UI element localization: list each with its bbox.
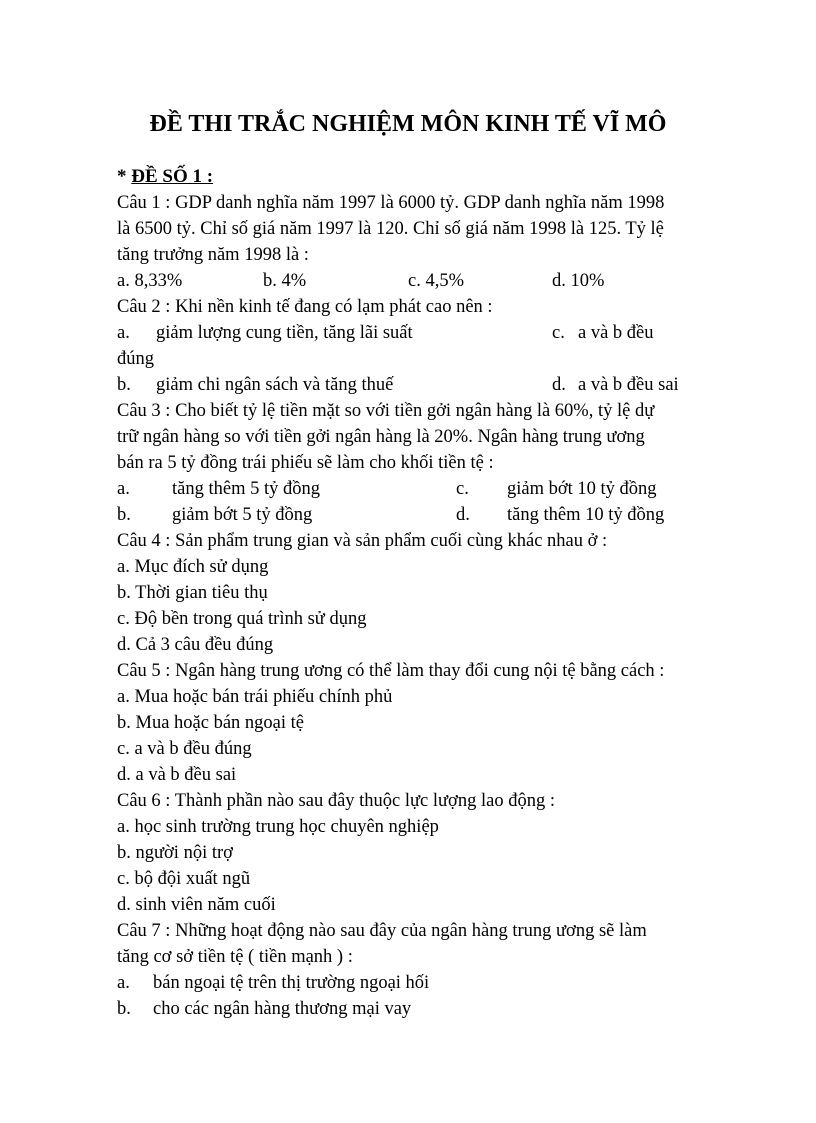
question-3-line-2: trữ ngân hàng so với tiền gởi ngân hàng là 20%. Ngân hàng trung ương [117,427,645,447]
question-1-line-3: tăng trưởng năm 1998 là : [117,245,309,265]
question-1-line-1: Câu 1 : GDP danh nghĩa năm 1997 là 6000 tỷ. GDP danh nghĩa năm 1998 [117,193,665,213]
question-3-line-1: Câu 3 : Cho biết tỷ lệ tiền mặt so với tiền gởi ngân hàng là 60%, tỷ lệ dự [117,401,655,421]
question-5-option-c: c. a và b đều đúng [117,739,252,759]
question-6-option-a: a. học sinh trường trung học chuyên nghiệp [117,817,439,837]
question-5-option-a: a. Mua hoặc bán trái phiếu chính phủ [117,687,393,707]
question-1-option-d: d. 10% [552,271,605,291]
question-1-line-2: là 6500 tỷ. Chỉ số giá năm 1997 là 120. Chỉ số giá năm 1998 là 125. Tỷ lệ [117,219,664,239]
question-7-option-a-marker: a. [117,973,130,993]
question-7-option-b: cho các ngân hàng thương mại vay [153,999,412,1019]
question-2-option-c: a và b đều [578,323,654,343]
question-2-options-row-2 [117,372,707,398]
question-5-option-d: d. a và b đều sai [117,765,237,785]
question-7-option-b-row [117,996,707,1022]
question-7-option-b-marker: b. [117,999,131,1019]
question-5-option-b: b. Mua hoặc bán ngoại tệ [117,713,304,733]
question-2-options-row-1 [117,320,707,346]
question-4-option-d: d. Cả 3 câu đều đúng [117,635,274,655]
question-6-option-c: c. bộ đội xuất ngũ [117,869,251,889]
question-7-line-2: tăng cơ sở tiền tệ ( tiền mạnh ) : [117,947,353,967]
question-6-text: Câu 6 : Thành phần nào sau đây thuộc lực lượng lao động : [117,791,555,811]
question-2-option-a: giảm lượng cung tiền, tăng lãi suất [156,323,413,343]
question-3-option-a: tăng thêm 5 tỷ đồng [172,479,320,499]
question-3-option-c: giảm bớt 10 tỷ đồng [507,479,657,499]
question-6-option-d: d. sinh viên năm cuối [117,895,276,915]
question-2-option-a-marker: a. [117,323,130,343]
question-4-option-a: a. Mục đích sử dụng [117,557,269,577]
question-7-option-a: bán ngoại tệ trên thị trường ngoại hối [153,973,430,993]
question-list [117,190,707,1022]
question-3-option-d: tăng thêm 10 tỷ đồng [507,505,665,525]
question-3-options-row-1 [117,476,707,502]
question-3-option-b-marker: b. [117,505,131,525]
question-2-option-d-marker: d. [552,375,566,395]
question-6-option-b: b. người nội trợ [117,843,233,863]
question-4-option-b: b. Thời gian tiêu thụ [117,583,268,603]
question-3-option-a-marker: a. [117,479,130,499]
question-2-option-b-marker: b. [117,375,131,395]
question-2-text: Câu 2 : Khi nền kinh tế đang có lạm phát cao nên : [117,297,493,317]
question-1-option-b: b. 4% [263,271,307,291]
question-3-option-d-marker: d. [456,505,470,525]
question-1-option-c: c. 4,5% [408,271,464,291]
question-7-option-a-row [117,970,707,996]
question-2-option-d: a và b đều sai [578,375,679,395]
exam-number-heading [117,165,213,189]
exam-label: ĐỀ SỐ 1 : [131,166,214,187]
question-3-option-b: giảm bớt 5 tỷ đồng [172,505,313,525]
question-5-text: Câu 5 : Ngân hàng trung ương có thể làm thay đổi cung nội tệ bằng cách : [117,661,665,681]
question-1-options [117,268,707,294]
question-2-option-c-marker: c. [552,323,565,343]
question-3-line-3: bán ra 5 tỷ đồng trái phiếu sẽ làm cho khối tiền tệ : [117,453,494,473]
question-4-option-c: c. Độ bền trong quá trình sử dụng [117,609,367,629]
question-1-option-a: a. 8,33% [117,271,183,291]
question-3-option-c-marker: c. [456,479,469,499]
document-title: ĐỀ THI TRẮC NGHIỆM MÔN KINH TẾ VĨ MÔ [149,111,667,137]
question-2-option-c-continued: đúng [117,349,154,369]
question-2-option-b: giảm chi ngân sách và tăng thuế [156,375,394,395]
question-7-line-1: Câu 7 : Những hoạt động nào sau đây của ngân hàng trung ương sẽ làm [117,921,647,941]
question-3-options-row-2 [117,502,707,528]
question-4-text: Câu 4 : Sản phẩm trung gian và sản phẩm cuối cùng khác nhau ở : [117,531,608,551]
exam-prefix: * [117,166,132,187]
